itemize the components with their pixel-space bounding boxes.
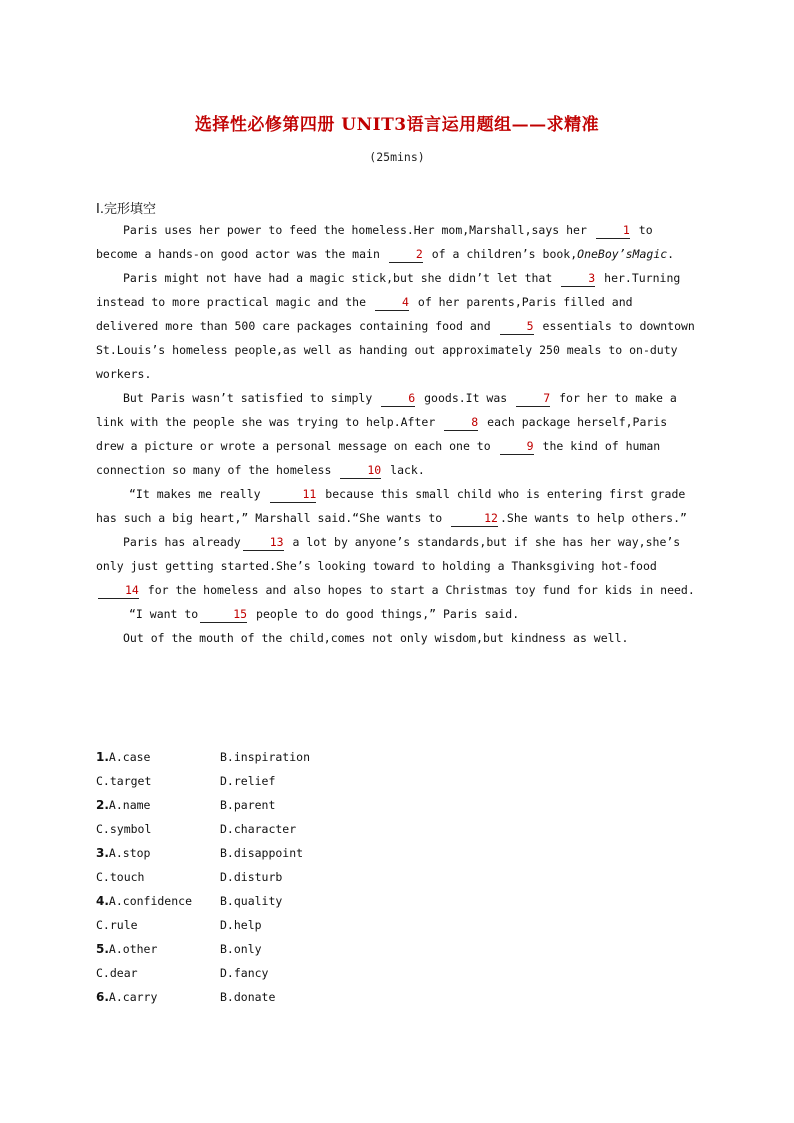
option-b: B.inspiration (220, 750, 311, 764)
paragraph-1 (96, 218, 696, 266)
answer-options (96, 745, 496, 1009)
time-limit: (25mins) (369, 150, 425, 164)
question-number: 5. (96, 942, 109, 956)
passage-text: Paris uses her power to feed the homeless.Her mom,Marshall,says her (123, 223, 587, 237)
passage-text: of her parents,Paris filled and delivered more than 500 care packages containing food and (96, 295, 633, 333)
option-a: A.confidence (108, 894, 193, 908)
option-row (96, 745, 496, 769)
option-row (96, 913, 496, 937)
option-row (96, 937, 496, 961)
blank-8: 8 (444, 415, 478, 431)
question-number: 2. (96, 798, 109, 812)
paragraph-3 (96, 386, 696, 482)
paragraph-6 (96, 602, 696, 626)
page-title: 选择性必修第四册 UNIT3语言运用题组——求精准 (194, 115, 600, 135)
option-row (96, 769, 496, 793)
option-c: C.rule (96, 918, 138, 932)
option-d: D.character (220, 822, 297, 836)
option-c: C.target (96, 774, 152, 788)
blank-3: 3 (561, 271, 595, 287)
option-row (96, 865, 496, 889)
option-b: B.only (220, 942, 262, 956)
option-row (96, 961, 496, 985)
passage-text: to become a hands-on good actor was the main (96, 223, 653, 261)
passage-text: Out of the mouth of the child,comes not only wisdom,but kindness as well. (123, 631, 629, 645)
paragraph-4 (96, 482, 696, 530)
passage-text: .She wants to help others.” (499, 511, 687, 525)
option-d: D.disturb (220, 870, 283, 884)
passage-text: for her to make a link with the people she was trying to help.After (96, 391, 677, 429)
option-b: B.quality (220, 894, 283, 908)
passage-text: of a children’s book, (431, 247, 578, 261)
passage-text: each package herself,Paris drew a picture or wrote a personal message on each one to (96, 415, 668, 453)
section-heading: Ⅰ.完形填空 (96, 202, 156, 217)
blank-6: 6 (381, 391, 415, 407)
passage-text: Paris might not have had a magic stick,but she didn’t let that (123, 271, 553, 285)
blank-1: 1 (596, 223, 630, 239)
option-b: B.disappoint (220, 846, 304, 860)
blank-13: 13 (243, 535, 284, 551)
option-c: C.symbol (96, 822, 152, 836)
option-b: B.parent (220, 798, 276, 812)
option-row (96, 841, 496, 865)
passage-text: “I want to (129, 607, 199, 621)
option-row (96, 817, 496, 841)
paragraph-2 (96, 266, 696, 386)
passage-text: the kind of human connection so many of the homeless (96, 439, 661, 477)
passage-text: . (667, 247, 675, 261)
passage-text: “It makes me really (129, 487, 261, 501)
question-number: 4. (96, 894, 109, 908)
option-b: B.donate (220, 990, 276, 1004)
option-row (96, 793, 496, 817)
passage-text: for the homeless and also hopes to start a Christmas toy fund for kids in need. (147, 583, 695, 597)
paragraph-5 (96, 530, 696, 602)
blank-10: 10 (340, 463, 381, 479)
option-d: D.help (220, 918, 262, 932)
blank-7: 7 (516, 391, 550, 407)
option-a: A.other (108, 942, 158, 956)
option-d: D.fancy (220, 966, 269, 980)
blank-15: 15 (200, 607, 247, 623)
question-number: 3. (96, 846, 109, 860)
book-title: OneBoy’sMagic (577, 247, 668, 261)
blank-5: 5 (500, 319, 534, 335)
paragraph-7 (96, 626, 696, 650)
blank-9: 9 (500, 439, 534, 455)
passage-text: Paris has already (123, 535, 241, 549)
option-row (96, 889, 496, 913)
option-a: A.carry (108, 990, 158, 1004)
option-a: A.case (108, 750, 151, 764)
passage-text: goods.It was (424, 391, 508, 405)
option-c: C.dear (96, 966, 138, 980)
passage-text: essentials to downtown St.Louis’s homeless people,as well as handing out approximately 250 meals to on-duty workers. (96, 319, 695, 381)
blank-14: 14 (98, 583, 139, 599)
passage-text: because this small child who is entering first grade has such a big heart,” Marshall said.“She wants to (96, 487, 686, 525)
passage-text: her.Turning instead to more practical magic and the (96, 271, 681, 309)
option-row (96, 985, 496, 1009)
option-a: A.name (108, 798, 151, 812)
blank-4: 4 (375, 295, 409, 311)
option-d: D.relief (220, 774, 276, 788)
cloze-passage (96, 218, 696, 650)
passage-text: a lot by anyone’s standards,but if she has her way,she’s only just getting started.She’s looking toward to holding a Thanksgiving hot-food (96, 535, 681, 573)
question-number: 1. (96, 750, 109, 764)
passage-text: people to do good things,” Paris said. (256, 607, 520, 621)
blank-11: 11 (270, 487, 317, 503)
passage-text: lack. (390, 463, 425, 477)
option-c: C.touch (96, 870, 145, 884)
passage-text: But Paris wasn’t satisfied to simply (123, 391, 373, 405)
question-number: 6. (96, 990, 109, 1004)
blank-12: 12 (451, 511, 498, 527)
blank-2: 2 (389, 247, 423, 263)
option-a: A.stop (108, 846, 151, 860)
